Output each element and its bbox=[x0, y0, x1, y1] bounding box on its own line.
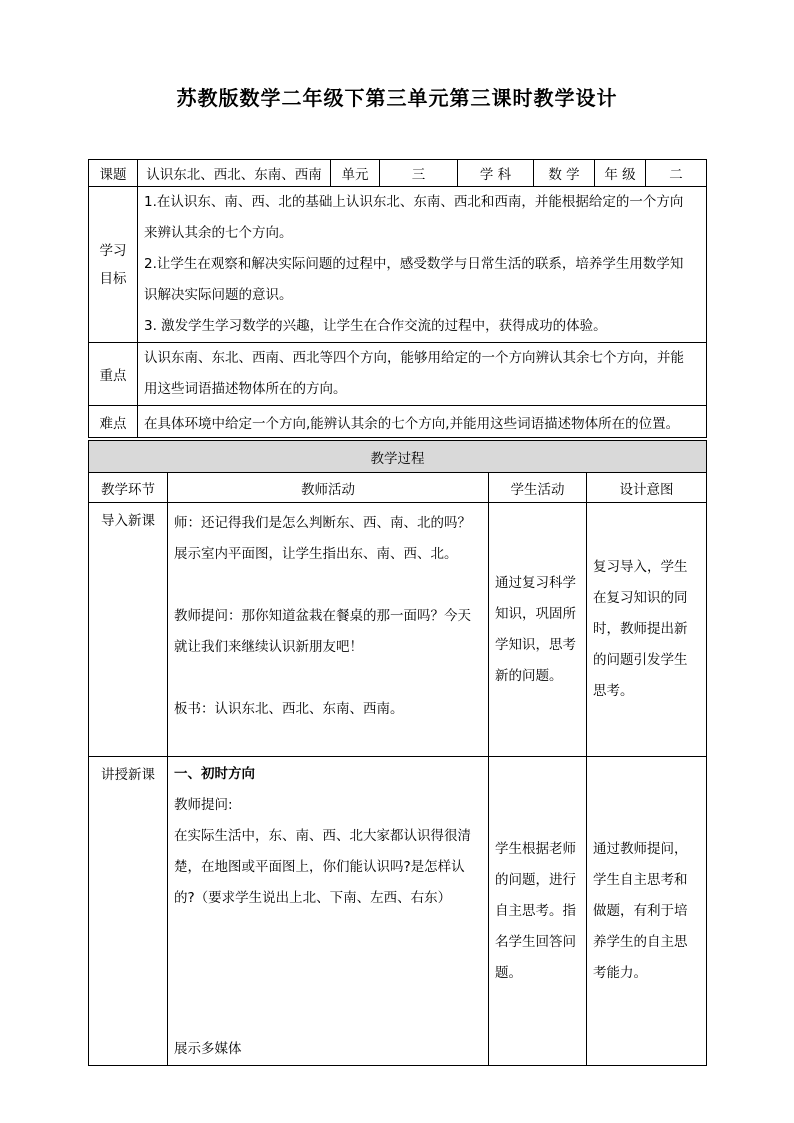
intent-line: 考能力。 bbox=[593, 964, 647, 981]
goals-label-line: 学习 bbox=[99, 242, 127, 259]
process-header-row bbox=[89, 473, 707, 503]
info-row bbox=[89, 160, 707, 187]
course-value: 数 学 bbox=[534, 160, 595, 187]
key-points-row bbox=[89, 343, 707, 406]
teacher-line: 教师提问：那你知道盆栽在餐桌的那一面吗？今天 bbox=[174, 608, 471, 624]
teacher-line: 教师提问: bbox=[174, 797, 233, 813]
teacher-line bbox=[174, 663, 484, 694]
grade-value: 二 bbox=[646, 160, 707, 187]
unit-label: 单元 bbox=[331, 160, 380, 187]
process-banner: 教学过程 bbox=[89, 441, 707, 473]
intent-line: 在复习知识的同 bbox=[593, 590, 688, 606]
goal-line: 2.让学生在观察和解决实际问题的过程中，感受数学与日常生活的联系，培养学生用数学知 bbox=[144, 256, 684, 272]
teacher-activity-cell bbox=[168, 503, 489, 757]
section-row-new bbox=[89, 757, 707, 1066]
key-points-label: 重点 bbox=[89, 343, 138, 406]
subject-value: 认识东北、西北、东南、西南 bbox=[138, 160, 331, 187]
subject-label: 课题 bbox=[89, 160, 138, 187]
difficulty-content: 在具体环境中给定一个方向,能辨认其余的七个方向,并能用这些词语描述物体所在的位置。 bbox=[138, 406, 707, 438]
intent-line: 的问题引发学生 bbox=[593, 652, 688, 668]
intent-line: 养学生的自主思 bbox=[593, 933, 688, 950]
section-row-intro bbox=[89, 503, 707, 757]
teacher-line: 师：还记得我们是怎么判断东、西、南、北的吗？ bbox=[174, 515, 471, 531]
header-student: 学生活动 bbox=[489, 473, 587, 503]
teaching-process-table bbox=[88, 440, 707, 1066]
teacher-line: 楚，在地图或平面图上，你们能认识吗?是怎样认 bbox=[174, 859, 465, 875]
header-stage: 教学环节 bbox=[89, 473, 168, 503]
intent-line: 学生自主思考和 bbox=[593, 871, 688, 888]
teacher-line: 就让我们来继续认识新朋友吧！ bbox=[174, 639, 363, 655]
teacher-line: 在实际生活中，东、南、西、北大家都认识得很清 bbox=[174, 828, 471, 844]
goal-line: 来辨认其余的七个方向。 bbox=[144, 225, 293, 241]
intent-line: 做题，有利于培 bbox=[593, 902, 688, 919]
intent-line: 通过教师提问， bbox=[593, 840, 688, 857]
stage-label: 讲授新课 bbox=[101, 767, 155, 783]
student-line: 通过复习科学 bbox=[495, 574, 576, 591]
teacher-line-multimedia: 展示多媒体 bbox=[174, 1041, 242, 1057]
key-point-line: 认识东南、东北、西南、西北等四个方向，能够用给定的一个方向辨认其余七个方向，并能 bbox=[144, 350, 684, 366]
lesson-info-table bbox=[88, 159, 707, 438]
student-line: 学知识，思考 bbox=[495, 636, 576, 653]
intent-line: 复习导入，学生 bbox=[593, 559, 688, 575]
goal-line: 1.在认识东、南、西、北的基础上认识东北、东南、西北和西南，并能根据给定的一个方向 bbox=[144, 194, 684, 210]
goals-row bbox=[89, 187, 707, 343]
student-activity-cell bbox=[489, 757, 587, 1066]
difficulty-row bbox=[89, 406, 707, 438]
teacher-line: 板书：认识东北、西北、东南、西南。 bbox=[174, 701, 404, 717]
goals-label-line: 目标 bbox=[99, 270, 127, 287]
student-line: 学生根据老师 bbox=[495, 840, 576, 857]
course-label: 学 科 bbox=[458, 160, 534, 187]
goal-line: 3. 激发学生学习数学的兴趣，让学生在合作交流的过程中，获得成功的体验。 bbox=[144, 318, 607, 334]
header-teacher: 教师活动 bbox=[168, 473, 489, 503]
stage-cell bbox=[89, 757, 168, 1066]
document-title: 苏教版数学二年级下第三单元第三课时教学设计 bbox=[176, 86, 618, 110]
section-heading: 一、初时方向 bbox=[174, 766, 255, 782]
unit-value: 三 bbox=[380, 160, 458, 187]
difficulty-label: 难点 bbox=[89, 406, 138, 438]
teacher-line bbox=[174, 570, 484, 601]
grade-label: 年 级 bbox=[595, 160, 646, 187]
header-intent: 设计意图 bbox=[587, 473, 707, 503]
student-line: 新的问题。 bbox=[495, 667, 563, 684]
teacher-activity-cell bbox=[168, 757, 489, 1066]
goals-content bbox=[138, 187, 707, 343]
student-line: 题。 bbox=[495, 964, 522, 981]
student-line: 的问题，进行 bbox=[495, 871, 576, 888]
goal-line: 识解决实际问题的意识。 bbox=[144, 287, 293, 303]
design-intent-cell bbox=[587, 503, 707, 757]
goals-label bbox=[89, 187, 138, 343]
student-line: 自主思考。指 bbox=[495, 902, 576, 919]
teacher-line: 的?（要求学生说出上北、下南、左西、右东） bbox=[174, 890, 452, 906]
design-intent-cell bbox=[587, 757, 707, 1066]
student-activity-cell bbox=[489, 503, 587, 757]
teacher-line: 展示室内平面图，让学生指出东、南、西、北。 bbox=[174, 546, 458, 562]
stage-label: 导入新课 bbox=[101, 513, 155, 529]
student-line: 知识，巩固所 bbox=[495, 605, 576, 622]
key-point-line: 用这些词语描述物体所在的方向。 bbox=[144, 381, 347, 397]
student-line: 名学生回答问 bbox=[495, 933, 576, 950]
key-points-content bbox=[138, 343, 707, 406]
process-banner-row bbox=[89, 441, 707, 473]
intent-line: 思考。 bbox=[593, 683, 634, 699]
stage-cell bbox=[89, 503, 168, 757]
intent-line: 时，教师提出新 bbox=[593, 621, 688, 637]
